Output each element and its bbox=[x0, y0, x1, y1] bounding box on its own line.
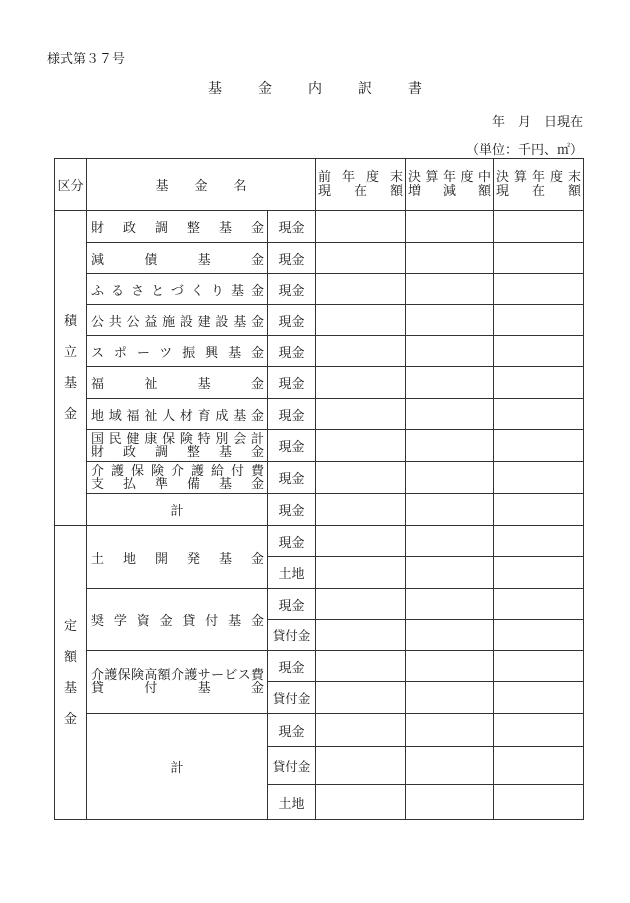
prev-year-cell[interactable] bbox=[316, 747, 406, 785]
change-cell[interactable] bbox=[406, 526, 494, 557]
change-cell[interactable] bbox=[406, 274, 494, 305]
current-cell[interactable] bbox=[494, 714, 584, 747]
asset-type: 現金 bbox=[268, 243, 316, 274]
table-row bbox=[55, 305, 584, 336]
asset-type: 現金 bbox=[268, 494, 316, 526]
asset-type: 土地 bbox=[268, 557, 316, 589]
current-cell[interactable] bbox=[494, 747, 584, 785]
asset-type: 現金 bbox=[268, 651, 316, 682]
document-title: 基金内訳書 bbox=[208, 81, 458, 97]
change-cell[interactable] bbox=[406, 462, 494, 494]
category-char: 積 bbox=[63, 314, 77, 329]
change-cell[interactable] bbox=[406, 682, 494, 714]
category-char: 基 bbox=[63, 376, 77, 391]
change-cell[interactable] bbox=[406, 651, 494, 682]
change-cell[interactable] bbox=[406, 747, 494, 785]
header-row bbox=[55, 159, 584, 211]
asset-type: 現金 bbox=[268, 399, 316, 430]
asset-type: 現金 bbox=[268, 462, 316, 494]
change-cell[interactable] bbox=[406, 557, 494, 589]
fund-name: 減債基金 bbox=[87, 243, 268, 274]
asset-type: 貸付金 bbox=[268, 682, 316, 714]
prev-year-cell[interactable] bbox=[316, 589, 406, 620]
column-header-prev-year-line1: 前年度末 bbox=[318, 169, 404, 185]
fund-name-line2: 財政調整基金 bbox=[91, 444, 264, 460]
prev-year-cell[interactable] bbox=[316, 682, 406, 714]
prev-year-cell[interactable] bbox=[316, 526, 406, 557]
fund-name: 公共公益施設建設基金 bbox=[87, 305, 268, 336]
table-row bbox=[55, 589, 584, 620]
prev-year-cell[interactable] bbox=[316, 367, 406, 399]
prev-year-cell[interactable] bbox=[316, 714, 406, 747]
table-row bbox=[55, 651, 584, 682]
change-cell[interactable] bbox=[406, 714, 494, 747]
table-row bbox=[55, 430, 584, 462]
date-line: 年 月 日現在 bbox=[491, 115, 583, 130]
prev-year-cell[interactable] bbox=[316, 430, 406, 462]
prev-year-cell[interactable] bbox=[316, 557, 406, 589]
asset-type: 現金 bbox=[268, 211, 316, 243]
column-header-fund-name: 基 金 名 bbox=[87, 159, 316, 211]
column-header-change-line1: 決算年度中 bbox=[408, 169, 492, 185]
column-header-change bbox=[406, 159, 494, 211]
fund-name: 奨学資金貸付基金 bbox=[87, 589, 268, 651]
category-char: 立 bbox=[63, 345, 77, 360]
change-cell[interactable] bbox=[406, 367, 494, 399]
column-header-current-line2: 現 在 額 bbox=[496, 183, 582, 199]
fund-name: 福祉基金 bbox=[87, 367, 268, 399]
current-cell[interactable] bbox=[494, 682, 584, 714]
fund-name-line2: 支払準備基金 bbox=[91, 476, 264, 492]
current-cell[interactable] bbox=[494, 211, 584, 243]
unit-label: （単位：千円、㎡） bbox=[465, 143, 583, 158]
asset-type: 現金 bbox=[268, 589, 316, 620]
asset-type: 現金 bbox=[268, 430, 316, 462]
fund-name: 土地開発基金 bbox=[87, 526, 268, 589]
current-cell[interactable] bbox=[494, 274, 584, 305]
fund-name-line1: 国民健康保険特別会計 bbox=[91, 431, 264, 447]
table-row bbox=[55, 367, 584, 399]
fund-name: 財政調整基金 bbox=[87, 211, 268, 243]
prev-year-cell[interactable] bbox=[316, 620, 406, 651]
current-cell[interactable] bbox=[494, 494, 584, 526]
prev-year-cell[interactable] bbox=[316, 305, 406, 336]
current-cell[interactable] bbox=[494, 651, 584, 682]
asset-type: 現金 bbox=[268, 526, 316, 557]
fund-name-line1: 介護保険高額介護サービス費 bbox=[91, 668, 264, 683]
fund-name bbox=[87, 651, 268, 714]
column-header-category: 区分 bbox=[55, 159, 87, 211]
current-cell[interactable] bbox=[494, 243, 584, 274]
current-cell[interactable] bbox=[494, 367, 584, 399]
total-row bbox=[55, 494, 584, 526]
prev-year-cell[interactable] bbox=[316, 336, 406, 367]
current-cell[interactable] bbox=[494, 462, 584, 494]
prev-year-cell[interactable] bbox=[316, 651, 406, 682]
fund-breakdown-table bbox=[54, 158, 584, 820]
table-row bbox=[55, 462, 584, 494]
category-char: 定 bbox=[63, 618, 77, 634]
category-char: 金 bbox=[63, 407, 77, 422]
category-char: 額 bbox=[63, 649, 77, 665]
fund-name bbox=[87, 430, 268, 462]
current-cell[interactable] bbox=[494, 785, 584, 820]
asset-type: 現金 bbox=[268, 336, 316, 367]
asset-type: 現金 bbox=[268, 367, 316, 399]
change-cell[interactable] bbox=[406, 211, 494, 243]
current-cell[interactable] bbox=[494, 430, 584, 462]
prev-year-cell[interactable] bbox=[316, 243, 406, 274]
column-header-current bbox=[494, 159, 584, 211]
category-fixed-fund bbox=[55, 526, 87, 820]
fund-name bbox=[87, 462, 268, 494]
fund-name: スポーツ振興基金 bbox=[87, 336, 268, 367]
change-cell[interactable] bbox=[406, 336, 494, 367]
current-cell[interactable] bbox=[494, 589, 584, 620]
current-cell[interactable] bbox=[494, 557, 584, 589]
fund-name: 地域福祉人材育成基金 bbox=[87, 399, 268, 430]
change-cell[interactable] bbox=[406, 589, 494, 620]
total-row bbox=[55, 714, 584, 747]
current-cell[interactable] bbox=[494, 399, 584, 430]
column-header-prev-year-line2: 現 在 額 bbox=[318, 183, 404, 199]
change-cell[interactable] bbox=[406, 305, 494, 336]
change-cell[interactable] bbox=[406, 494, 494, 526]
table-row bbox=[55, 526, 584, 557]
prev-year-cell[interactable] bbox=[316, 494, 406, 526]
asset-type: 現金 bbox=[268, 274, 316, 305]
category-char: 金 bbox=[63, 711, 77, 727]
current-cell[interactable] bbox=[494, 336, 584, 367]
table-row bbox=[55, 336, 584, 367]
prev-year-cell[interactable] bbox=[316, 785, 406, 820]
current-cell[interactable] bbox=[494, 526, 584, 557]
column-header-change-line2: 増 減 額 bbox=[408, 183, 492, 199]
prev-year-cell[interactable] bbox=[316, 462, 406, 494]
current-cell[interactable] bbox=[494, 305, 584, 336]
current-cell[interactable] bbox=[494, 620, 584, 651]
column-header-current-line1: 決算年度末 bbox=[496, 169, 582, 185]
asset-type: 貸付金 bbox=[268, 620, 316, 651]
fund-name: ふるさとづくり基金 bbox=[87, 274, 268, 305]
form-number: 様式第３７号 bbox=[47, 52, 126, 67]
prev-year-cell[interactable] bbox=[316, 399, 406, 430]
prev-year-cell[interactable] bbox=[316, 211, 406, 243]
table-row bbox=[55, 274, 584, 305]
change-cell[interactable] bbox=[406, 399, 494, 430]
asset-type: 貸付金 bbox=[268, 747, 316, 785]
table-row bbox=[55, 211, 584, 243]
column-header-prev-year bbox=[316, 159, 406, 211]
asset-type: 現金 bbox=[268, 305, 316, 336]
total-label: 計 bbox=[87, 714, 268, 820]
fund-name-line2: 貸付基金 bbox=[91, 681, 264, 696]
fund-name-line1: 介護保険介護給付費 bbox=[91, 463, 264, 479]
total-label: 計 bbox=[87, 494, 268, 526]
table-row bbox=[55, 243, 584, 274]
change-cell[interactable] bbox=[406, 785, 494, 820]
category-char: 基 bbox=[63, 680, 77, 696]
change-cell[interactable] bbox=[406, 243, 494, 274]
change-cell[interactable] bbox=[406, 430, 494, 462]
prev-year-cell[interactable] bbox=[316, 274, 406, 305]
asset-type: 土地 bbox=[268, 785, 316, 820]
asset-type: 現金 bbox=[268, 714, 316, 747]
change-cell[interactable] bbox=[406, 620, 494, 651]
table-row bbox=[55, 399, 584, 430]
category-accumulated-fund bbox=[55, 211, 87, 526]
